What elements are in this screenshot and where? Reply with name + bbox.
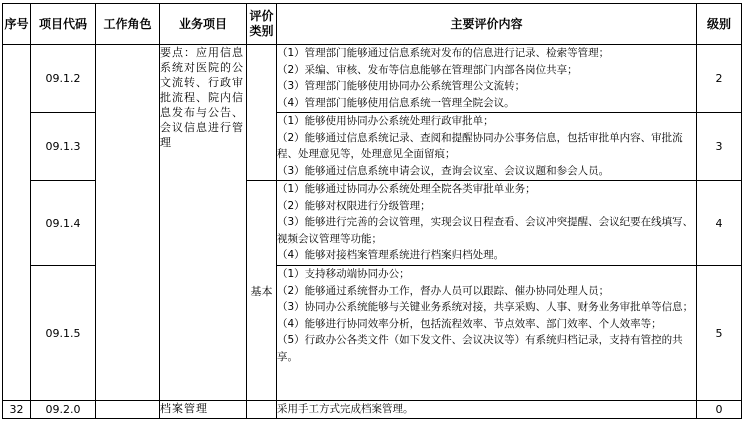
code-cell: 09.1.5	[31, 266, 96, 401]
level-cell: 0	[697, 401, 742, 419]
code-cell: 09.1.3	[31, 113, 96, 181]
table-row	[3, 401, 742, 419]
type-cell	[247, 401, 277, 419]
role-cell	[96, 45, 160, 401]
content-cell	[277, 113, 697, 181]
content-line: （1）能够通过协同办公系统处理全院各类审批单业务；	[277, 183, 536, 195]
level-cell: 2	[697, 45, 742, 113]
header-type: 评价类别	[247, 4, 277, 45]
header-business: 业务项目	[160, 4, 247, 45]
content-line: （2）能够通过系统督办工作，督办人员可以跟踪、催办协同处理人员；	[277, 284, 610, 297]
level-cell: 5	[697, 266, 742, 401]
business-cell: 档案管理	[160, 401, 247, 419]
content-line: （2）采编、审核、发布等信息能够在管理部门内部各岗位共享；	[277, 63, 578, 76]
role-cell	[96, 401, 160, 419]
content-line: （4）能够进行协同效率分析，包括流程效率、节点效率、部门效率、个人效率等；	[277, 317, 662, 330]
level-cell: 3	[697, 113, 742, 181]
content-line: （4）能够对接档案管理系统进行档案归档处理。	[277, 249, 505, 262]
content-line: （5）行政办公各类文件（如下发文件、会议决议等）有系统归档记录，支持有管控的共享。	[277, 334, 683, 363]
code-cell: 09.1.2	[31, 45, 96, 113]
code-cell: 09.2.0	[31, 401, 96, 419]
header-level: 级别	[697, 4, 742, 45]
content-line: （1）能够使用协同办公系统处理行政审批单；	[277, 115, 494, 127]
content-line: （3）管理部门能够使用协同办公系统管理公文流转；	[277, 80, 526, 93]
code-cell: 09.1.4	[31, 181, 96, 266]
content-line: （2）能够对权限进行分级管理；	[277, 199, 431, 212]
content-line: （3）协同办公系统能够与关键业务系统对接，共享采购、人事、财务业务审批单等信息；	[277, 301, 694, 314]
content-cell	[277, 181, 697, 266]
evaluation-table	[2, 3, 742, 419]
content-line: （2）能够通过信息系统记录、查阅和提醒协同办公事务信息，包括审批单内容、审批流程、处理意见等，处理意见全面留痕；	[277, 131, 683, 161]
content-line: （1）管理部门能够通过信息系统对发布的信息进行记录、检索等管理；	[277, 47, 610, 59]
content-cell	[277, 45, 697, 113]
header-row	[3, 4, 742, 45]
header-code: 项目代码	[31, 4, 96, 45]
seq-cell	[3, 45, 31, 401]
header-content: 主要评价内容	[277, 4, 697, 45]
content-cell	[277, 266, 697, 401]
content-cell: 采用手工方式完成档案管理。	[277, 401, 697, 419]
header-role: 工作角色	[96, 4, 160, 45]
content-line: （4）管理部门能够使用信息系统一管理全院会议。	[277, 96, 515, 109]
table-row	[3, 45, 742, 113]
business-cell: 要点：应用信息系统对医院的公文流转、行政审批流程、院内信息发布与公告、会议信息进行管理	[160, 45, 247, 401]
content-line: （3）能够进行完善的会议管理，实现会议日程查看、会议冲突提醒、会议纪要在线填写、视频会议管理等功能；	[277, 216, 694, 245]
header-seq: 序号	[3, 4, 31, 45]
seq-cell: 32	[3, 401, 31, 419]
content-line: （1）支持移动端协同办公；	[277, 268, 410, 280]
level-cell: 4	[697, 181, 742, 266]
type-cell	[247, 45, 277, 181]
type-cell-basic: 基本	[247, 181, 277, 401]
content-line: （3）能够通过信息系统申请会议，查询会议室、会议议题和参会人员。	[277, 164, 610, 177]
